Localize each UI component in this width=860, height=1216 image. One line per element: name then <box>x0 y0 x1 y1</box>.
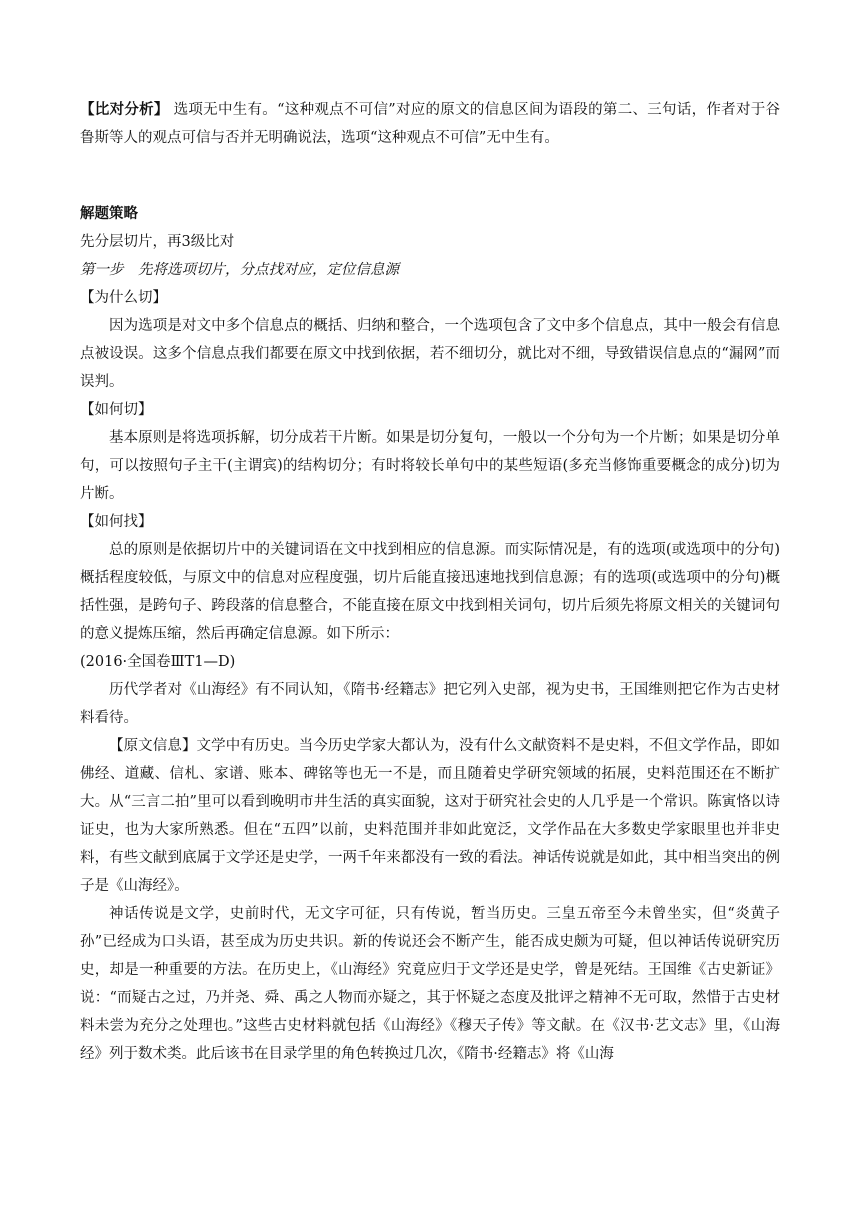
how-cut-label: 【如何切】 <box>80 402 153 418</box>
comparison-analysis-text: 选项无中生有。“这种观点不可信”对应的原文的信息区间为语段的第二、三句话，作者对于谷鲁斯等人的观点可信与否并无明确说法，选项“这种观点不可信”无中生有。 <box>80 102 781 146</box>
original-info-paragraph-2: 神话传说是文学，史前时代，无文字可征，只有传说，暂当历史。三皇五帝至今未曾坐实，但“炎黄子孙”已经成为口头语，甚至成为历史共识。新的传说还会不断产生，能否成史颇为可疑，但以神话传说研究历史，却是一种重要的方法。在历史上，《山海经》究竟应归于文学还是史学，曾是死结。王国维《古史新证》说：“而疑古之过，乃并尧、舜、禹之人物而亦疑之，其于怀疑之态度及批评之精神不无可取，然惜于古史材料未尝为充分之处理也。”这些古史材料就包括《山海经》《穆天子传》等文献。在《汉书·艺文志》里，《山海经》列于数术类。此后该书在目录学里的角色转换过几次，《隋书·经籍志》将《山海 <box>80 906 780 1062</box>
step-one-heading: 第一步 先将选项切片，分点找对应，定位信息源 <box>80 262 399 278</box>
why-cut-label: 【为什么切】 <box>80 290 167 306</box>
original-info-paragraph-1 <box>80 732 780 900</box>
example-option: 历代学者对《山海经》有不同认知，《隋书·经籍志》把它列入史部，视为史书，王国维则把它作为古史材料看待。 <box>80 682 780 726</box>
comparison-analysis-tag: 【比对分析】 <box>80 101 169 118</box>
why-cut-text: 因为选项是对文中多个信息点的概括、归纳和整合，一个选项包含了文中多个信息点，其中一般会有信息点被设误。这多个信息点我们都要在原文中找到依据，若不细切分，就比对不细，导致错误信息点的“漏网”而误判。 <box>80 318 780 390</box>
how-find-label: 【如何找】 <box>80 514 153 530</box>
strategy-subheading: 先分层切片，再3级比对 <box>80 234 235 250</box>
original-info-text-1: 文学中有历史。当今历史学家大都认为，没有什么文献资料不是史料，不但文学作品，即如佛经、道藏、信札、家谱、账本、碑铭等也无一不是，而且随着史学研究领域的拓展，史料范围还在不断扩大。从“三言二拍”里可以看到晚明市井生活的真实面貌，这对于研究社会史的人几乎是一个常识。陈寅恪以诗证史，也为大家所熟悉。但在“五四”以前，史料范围并非如此宽泛，文学作品在大多数史学家眼里也并非史料，有些文献到底属于文学还是史学，一两千年来都没有一致的看法。神话传说就是如此，其中相当突出的例子是《山海经》。 <box>80 738 781 894</box>
example-source: (2016·全国卷ⅢT1—D) <box>80 654 236 670</box>
strategy-heading: 解题策略 <box>80 205 138 222</box>
how-cut-text: 基本原则是将选项拆解，切分成若干片断。如果是切分复句，一般以一个分句为一个片断；如果是切分单句，可以按照句子主干(主谓宾)的结构切分；有时将较长单句中的某些短语(多充当修饰重要概念的成分)切为片断。 <box>80 430 780 502</box>
document-page <box>80 96 780 1068</box>
how-find-text: 总的原则是依据切片中的关键词语在文中找到相应的信息源。而实际情况是，有的选项(或选项中的分句)概括程度较低，与原文中的信息对应程度强，切片后能直接迅速地找到信息源；有的选项(或选项中的分句)概括性强，是跨句子、跨段落的信息整合，不能直接在原文中找到相关词句，切片后须先将原文相关的关键词句的意义提炼压缩，然后再确定信息源。如下所示： <box>80 542 780 642</box>
comparison-analysis-paragraph <box>80 96 780 152</box>
original-info-label: 【原文信息】 <box>109 738 197 754</box>
